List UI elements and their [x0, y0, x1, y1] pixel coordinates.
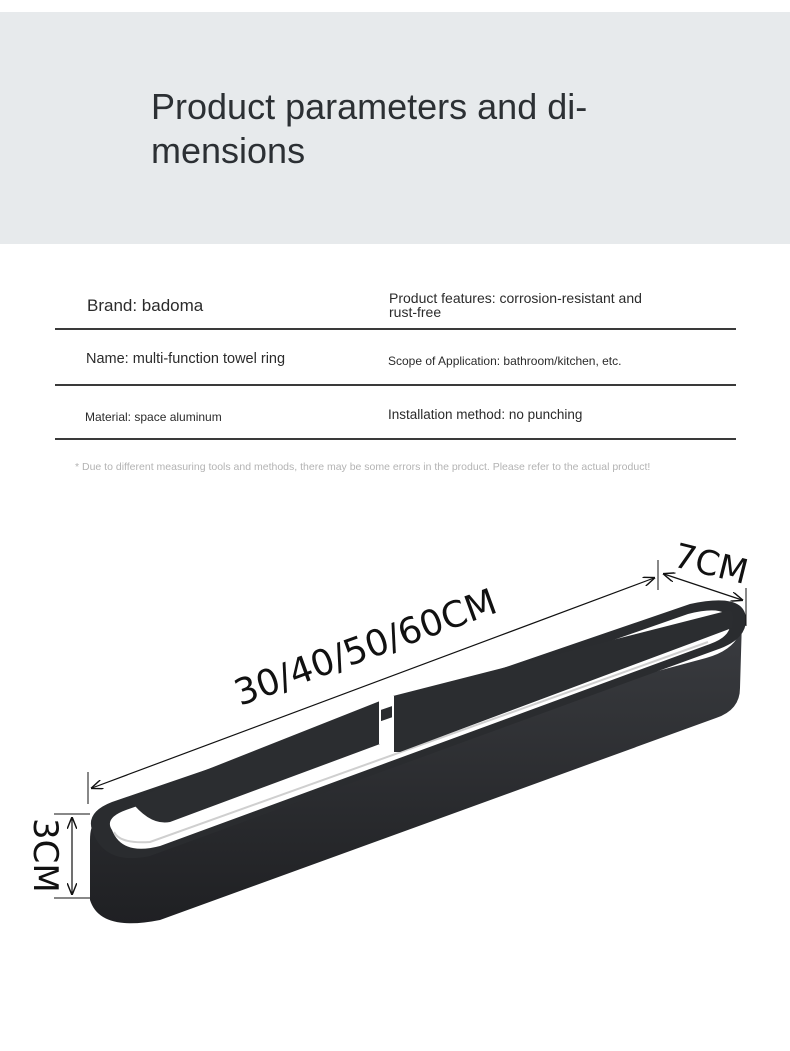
spec-brand: Brand: badoma — [87, 296, 204, 315]
spec-row — [55, 330, 736, 386]
spec-installation: Installation method: no punching — [388, 407, 583, 422]
depth-label: 7CM — [669, 535, 752, 593]
spec-row — [55, 276, 736, 330]
height-dimension — [25, 814, 90, 898]
length-label: 30/40/50/60CM — [229, 581, 503, 715]
disclaimer-note: * Due to different measuring tools and methods, there may be some errors in the product. Please refer to the actual product! — [75, 461, 651, 473]
header-banner — [0, 12, 790, 244]
spec-features: Product features: corrosion-resistant and rust-free — [389, 290, 642, 320]
spec-name: Name: multi-function towel ring — [86, 351, 286, 367]
spec-material: Material: space aluminum — [85, 410, 222, 424]
page-title — [151, 85, 631, 173]
page-title-line2: mensions — [151, 130, 306, 171]
product-dimension-illustration — [0, 500, 790, 950]
page-title-line1: Product parameters and di- — [151, 86, 588, 127]
spec-scope: Scope of Application: bathroom/kitchen, etc. — [388, 354, 622, 368]
height-label: 3CM — [25, 818, 65, 893]
spec-row — [55, 386, 736, 440]
spec-table — [55, 276, 736, 440]
